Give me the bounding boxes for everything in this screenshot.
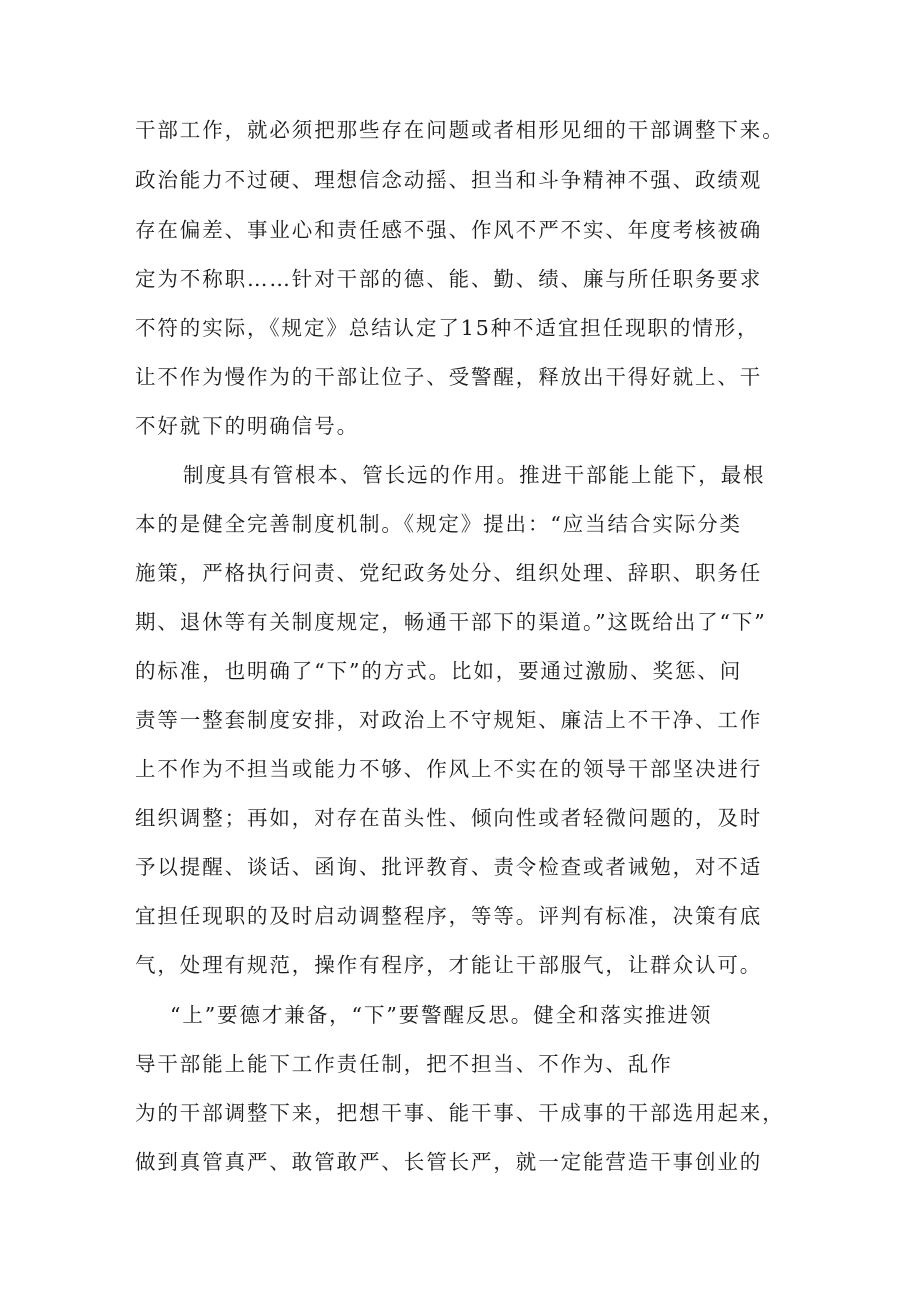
paragraph-line: 政治能力不过硬、理想信念动摇、担当和斗争精神不强、政绩观 xyxy=(135,168,763,192)
paragraph-line: 责等一整套制度安排，对政治上不守规矩、廉洁上不干净、工作 xyxy=(135,708,763,732)
paragraph-line: 上不作为不担当或能力不够、作风上不实在的领导干部坚决进行 xyxy=(135,757,763,781)
paragraph-line: 不符的实际，《规定》总结认定了15种不适宜担任现职的情形， xyxy=(135,316,760,340)
paragraph-line: 定为不称职……针对干部的德、能、勤、绩、廉与所任职务要求 xyxy=(135,267,763,291)
paragraph-line: 施策，严格执行问责、党纪政务处分、组织处理、辞职、职务任 xyxy=(135,561,763,585)
paragraph-line: 予以提醒、谈话、函询、批评教育、责令检查或者诫勉，对不适 xyxy=(135,855,763,879)
paragraph-line: 做到真管真严、敢管敢严、长管长严，就一定能营造干事创业的 xyxy=(135,1150,763,1174)
paragraph-line: 本的是健全完善制度机制。《规定》提出：“应当结合实际分类 xyxy=(135,512,742,536)
paragraph-line: 气，处理有规范，操作有程序，才能让干部服气，让群众认可。 xyxy=(135,953,763,977)
paragraph-line: 存在偏差、事业心和责任感不强、作风不严不实、年度考核被确 xyxy=(135,218,763,242)
paragraph-line: 干部工作，就必须把那些存在问题或者相形见细的干部调整下来。 xyxy=(135,118,785,142)
paragraph-line: 组织调整；再如，对存在苗头性、倾向性或者轻微问题的，及时 xyxy=(135,806,763,830)
paragraph-line: 为的干部调整下来，把想干事、能干事、干成事的干部选用起来， xyxy=(135,1101,785,1125)
paragraph-line: “上”要德才兼备，“下”要警醒反思。健全和落实推进领 xyxy=(170,1003,713,1027)
paragraph-line: 让不作为慢作为的干部让位子、受警醒，释放出干得好就上、干 xyxy=(135,365,763,389)
paragraph-line: 的标准，也明确了“下”的方式。比如，要通过激励、奖惩、问 xyxy=(135,659,743,683)
paragraph-line: 制度具有管根本、管长远的作用。推进干部能上能下，最根 xyxy=(183,463,766,487)
paragraph-line: 宜担任现职的及时启动调整程序，等等。评判有标准，决策有底 xyxy=(135,904,763,928)
paragraph-line: 不好就下的明确信号。 xyxy=(135,414,359,438)
paragraph-line: 导干部能上能下工作责任制，把不担当、不作为、乱作 xyxy=(135,1052,673,1076)
paragraph-line: 期、退休等有关制度规定，畅通干部下的渠道。”这既给出了“下” xyxy=(135,610,767,634)
